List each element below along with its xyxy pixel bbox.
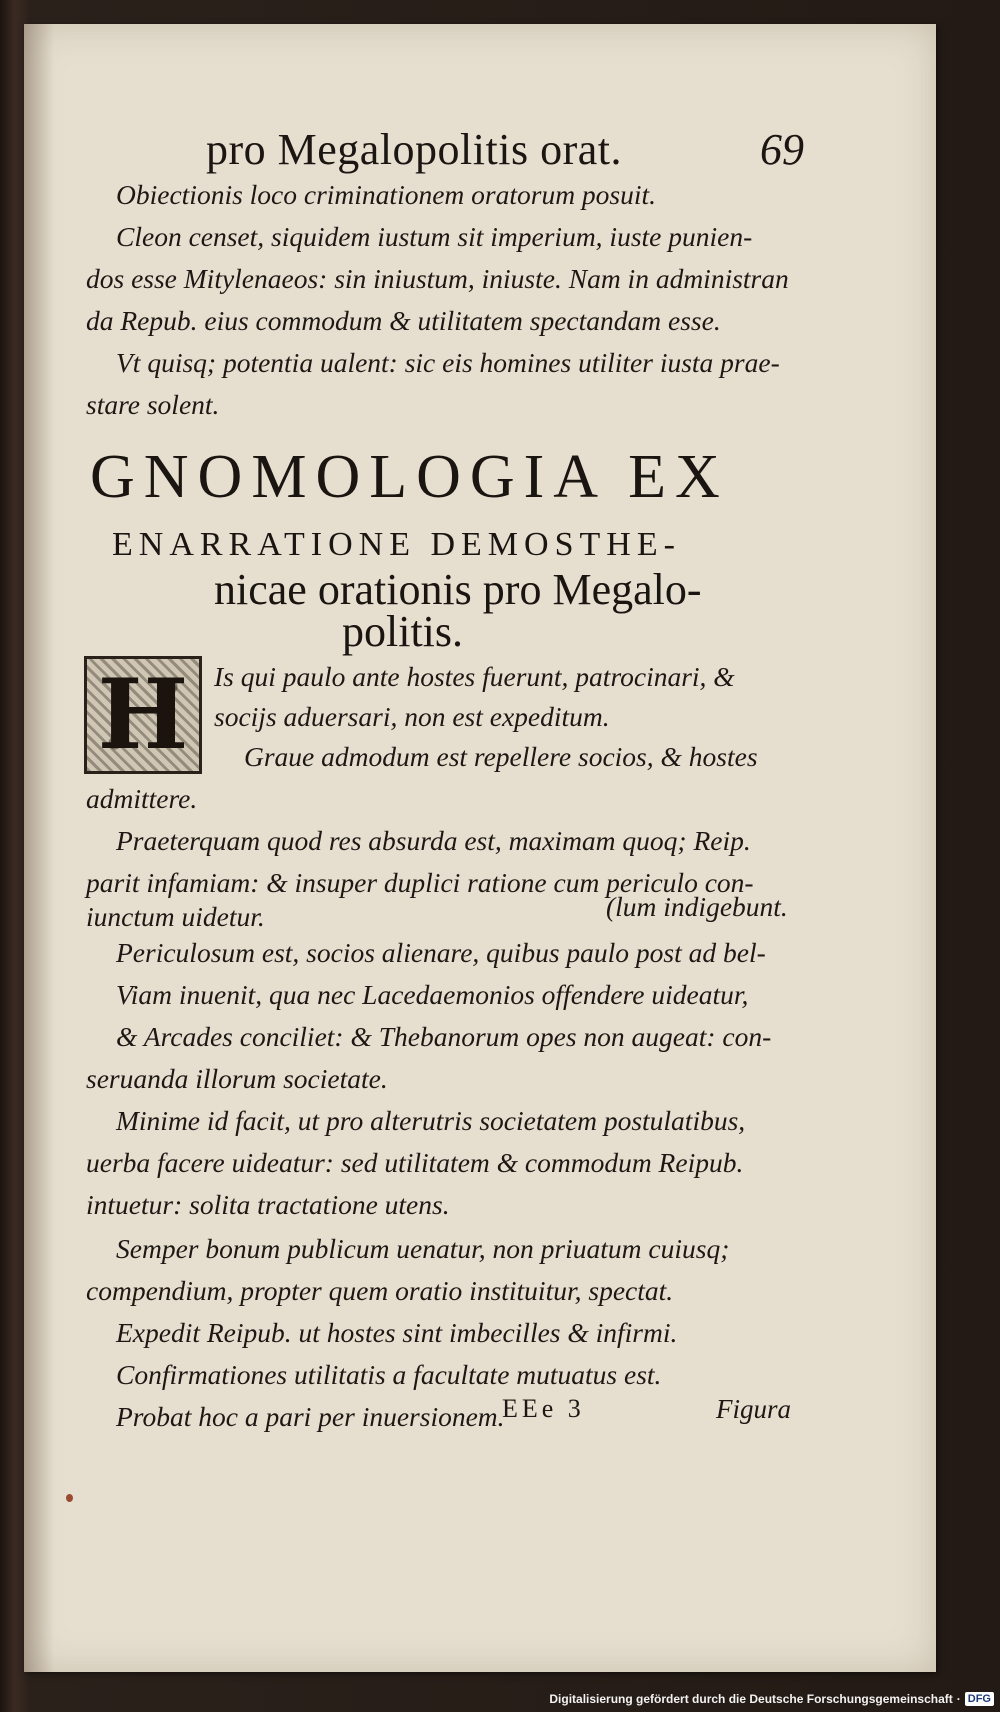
scan-credit-text: Digitalisierung gefördert durch die Deutsche Forschungsgemeinschaft xyxy=(549,1692,953,1706)
scan-credit xyxy=(549,1688,994,1710)
running-head xyxy=(184,124,804,184)
text-line: Cleon censet, siquidem iustum sit imperium, iuste punien- xyxy=(116,221,753,252)
signature-mark: EEe 3 xyxy=(502,1394,585,1423)
text-line: socijs aduersari, non est expeditum. xyxy=(214,701,610,732)
catchword: Figura xyxy=(716,1394,792,1424)
dfg-logo-icon: DFG xyxy=(965,1692,994,1706)
text-line: Is qui paulo ante hostes fuerunt, patrocinari, & xyxy=(214,661,735,692)
text-line: seruanda illorum societate. xyxy=(86,1063,388,1094)
text-line: Praeterquam quod res absurda est, maximam quoq; Reip. xyxy=(116,825,751,856)
text-line: dos esse Mitylenaeos: sin iniustum, iniuste. Nam in administran xyxy=(86,263,789,294)
text-line: Vt quisq; potentia ualent: sic eis homines utiliter iusta prae- xyxy=(116,347,780,378)
text-line: Probat hoc a pari per inuersionem. xyxy=(116,1401,505,1432)
text-line: & Arcades conciliet: & Thebanorum opes non augeat: con- xyxy=(116,1021,772,1052)
section-subtitle-line-1: ENARRATIONE DEMOSTHE- xyxy=(112,526,681,563)
text-line: Obiectionis loco criminationem oratorum posuit. xyxy=(116,179,657,210)
separator: · xyxy=(956,1692,961,1706)
text-line: compendium, propter quem oratio instituitur, spectat. xyxy=(86,1275,674,1306)
text-line: stare solent. xyxy=(86,389,220,420)
text-line: Expedit Reipub. ut hostes sint imbecilles & infirmi. xyxy=(116,1317,678,1348)
text-line: Minime id facit, ut pro alterutris societatem postulatibus, xyxy=(116,1105,746,1136)
book-page xyxy=(24,24,936,1672)
text-line: Viam inuenit, qua nec Lacedaemonios offendere uideatur, xyxy=(116,979,749,1010)
text-line-margin-continuation: (lum indigebunt. xyxy=(606,891,788,922)
section-subtitle-line-3: politis. xyxy=(342,607,464,656)
section-subtitle-line-2: nicae orationis pro Megalo- xyxy=(214,565,702,614)
text-line: parit infamiam: & insuper duplici ratione cum periculo con- xyxy=(86,867,754,898)
page-number: 69 xyxy=(760,125,804,174)
ink-stain xyxy=(66,1494,73,1502)
running-title: pro Megalopolitis orat. xyxy=(206,125,622,174)
text-line: intuetur: solita tractatione utens. xyxy=(86,1189,450,1220)
initial-letter: H xyxy=(97,658,189,771)
text-line: Graue admodum est repellere socios, & hostes xyxy=(244,741,758,772)
section-title: GNOMOLOGIA EX xyxy=(90,443,729,511)
text-line: uerba facere uideatur: sed utilitatem & commodum Reipub. xyxy=(86,1147,744,1178)
text-line: admittere. xyxy=(86,783,198,814)
text-line: Periculosum est, socios alienare, quibus paulo post ad bel- xyxy=(116,937,766,968)
text-line: Semper bonum publicum uenatur, non priuatum cuiusq; xyxy=(116,1233,730,1264)
text-line: iunctum uidetur. xyxy=(86,901,265,932)
text-line: da Repub. eius commodum & utilitatem spectandam esse. xyxy=(86,305,721,336)
decorated-initial xyxy=(84,656,202,774)
text-line: Confirmationes utilitatis a facultate mutuatus est. xyxy=(116,1359,662,1390)
